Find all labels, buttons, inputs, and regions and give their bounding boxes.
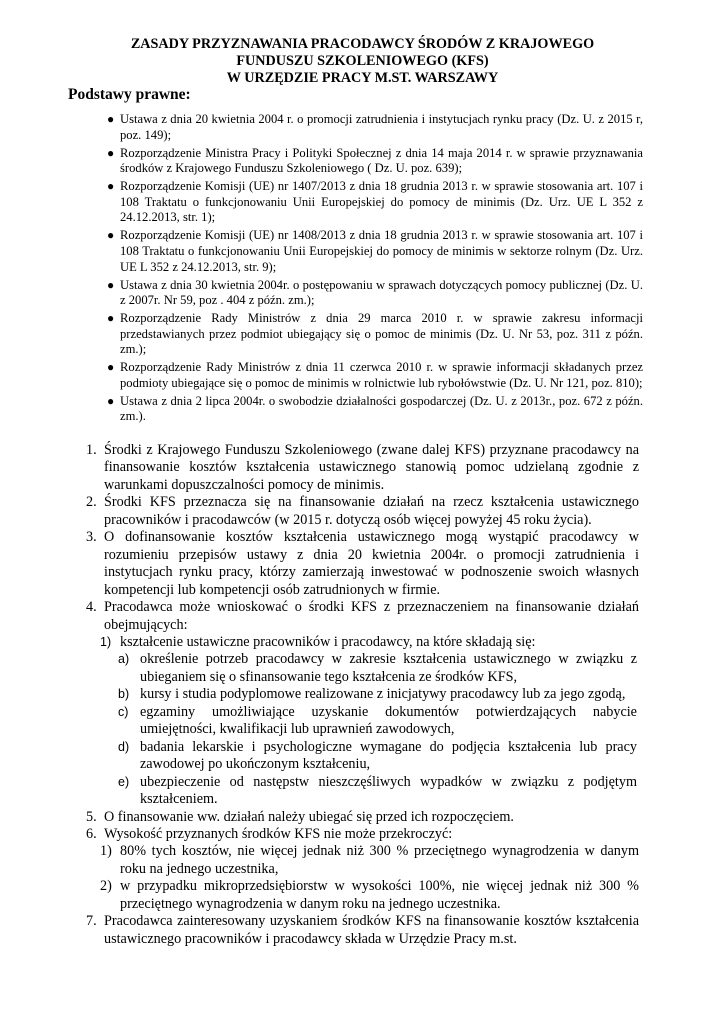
rule-item (86, 913, 639, 948)
title-line-2: FUNDUSZU SZKOLENIOWEGO (KFS) (236, 53, 489, 69)
legal-basis-text: Ustawa z dnia 30 kwietnia 2004r. o postępowaniu w sprawach dotyczących pomocy publicznej (Dz. U. z 2007r. Nr 59, poz . 404 z późn. zm.); (120, 277, 643, 308)
bullet-icon: ● (107, 228, 115, 243)
legal-basis-item (107, 179, 643, 226)
letter-item (118, 738, 637, 774)
sub-text: kształcenie ustawiczne pracowników i pracodawcy, na które składają się: (120, 633, 536, 650)
letter-text: określenie potrzeb pracodawcy w zakresie kształcenia ustawicznego w związku z ubieganiem się o sfinansowanie tego kształcenia ze środków KFS, (140, 651, 637, 685)
title-line-3: W URZĘDZIE PRACY M.ST. WARSZAWY (226, 70, 499, 86)
legal-basis-text: Rozporządzenie Komisji (UE) nr 1407/2013 z dnia 18 grudnia 2013 r. w sprawie stosowania art. 107 i 108 Traktatu o funkcjonowaniu Unii Europejskiej do pomocy de minimis (Dz. Urz. UE L 352 z 24.12.2013, str. 1); (120, 179, 643, 225)
letter-item (118, 773, 637, 809)
bullet-icon: ● (107, 112, 115, 126)
rule-number: 5. (86, 808, 97, 825)
letter-text: egzaminy umożliwiające uzyskanie dokumentów potwierdzających nabycie umiejętności, kwalifikacji lub uprawnień zawodowych, (140, 703, 637, 738)
letter-text: kursy i studia podyplomowe realizowane z inicjatywy pracodawcy lub za jego zgodą, (140, 686, 626, 703)
sub-list (100, 843, 639, 913)
letter-list (120, 651, 639, 808)
rule-number: 7. (86, 913, 97, 930)
rule-text: Środki z Krajowego Funduszu Szkoleniowego (zwane dalej KFS) przyznane pracodawcy na finansowanie kosztów kształcenia ustawicznego stanowią pomoc udzielaną zgodnie z warunkami dopuszczalności pomocy de minimis. (104, 442, 639, 493)
rule-item (86, 825, 639, 913)
letter-item (118, 651, 637, 686)
letter-text: badania lekarskie i psychologiczne wymagane do podjęcia kształcenia lub pracy zawodowej po ukończonym kształceniu, (140, 738, 637, 773)
legal-basis-text: Rozporządzenie Komisji (UE) nr 1408/2013 z dnia 18 grudnia 2013 r. w sprawie stosowania art. 107 i 108 Traktatu o funkcjonowaniu Unii Europejskiej do pomocy de minimis w sektorze rolnym (Dz. Urz. UE L 352 z 24.12.2013, str. 9); (120, 228, 643, 274)
rule-text: Wysokość przyznanych środków KFS nie może przekroczyć: (104, 825, 453, 842)
rule-number: 2. (86, 494, 97, 511)
sub-number: 1) (100, 634, 112, 649)
sub-text: w przypadku mikroprzedsiębiorstw w wysokości 100%, nie więcej jednak niż 300 % przeciętnego wynagrodzenia w danym roku na jednego uczestnika. (120, 878, 639, 912)
legal-basis-item (107, 311, 643, 358)
sub-text: 80% tych kosztów, nie więcej jednak niż 300 % przeciętnego wynagrodzenia w danym roku na jednego uczestnika, (120, 843, 639, 877)
sub-item (100, 633, 639, 809)
sub-number: 1) (100, 843, 112, 860)
sub-item (100, 843, 639, 878)
bullet-icon: ● (107, 311, 115, 326)
rule-number: 4. (86, 599, 97, 616)
letter-label: a) (118, 652, 130, 667)
letter-item (118, 703, 637, 739)
legal-basis-item (107, 360, 643, 391)
sub-list (100, 633, 639, 809)
rule-item (86, 599, 639, 808)
sub-number: 2) (100, 878, 112, 895)
legal-basis-item (107, 277, 643, 309)
rule-item (86, 494, 639, 529)
letter-label: e) (118, 774, 130, 789)
rule-text: Środki KFS przeznacza się na finansowanie działań na rzecz kształcenia ustawicznego pracowników i pracodawców (w 2015 r. dotyczą osób więcej powyżej 45 roku życia). (104, 494, 639, 528)
legal-basis-item (107, 112, 643, 143)
bullet-icon: ● (107, 145, 115, 160)
letter-label: b) (118, 687, 130, 702)
legal-basis-heading: Podstawy prawne: (68, 86, 191, 103)
legal-basis-item (107, 228, 643, 275)
rule-item (86, 442, 639, 494)
rules-list (0, 442, 725, 948)
rule-text: Pracodawca może wnioskować o środki KFS z przeznaczeniem na finansowanie działań obejmujących: (104, 599, 639, 633)
rule-text: Pracodawca zainteresowany uzyskaniem środków KFS na finansowanie kosztów kształcenia ustawicznego pracowników i pracodawcy składa w Urzędzie Pracy m.st. (104, 913, 639, 947)
bullet-icon: ● (107, 277, 115, 292)
bullet-icon: ● (107, 179, 115, 194)
bullet-icon: ● (107, 360, 115, 375)
rule-number: 6. (86, 825, 97, 842)
rule-item (86, 529, 639, 599)
legal-basis-item (107, 145, 643, 177)
rule-item (86, 808, 639, 826)
legal-basis-text: Rozporządzenie Rady Ministrów z dnia 11 czerwca 2010 r. w sprawie informacji składanych przez podmioty ubiegające się o pomoc de minimis w rolnictwie lub rybołówstwie (Dz. U. Nr 121, poz. 810); (120, 360, 643, 390)
rule-text: O finansowanie ww. działań należy ubiegać się przed ich rozpoczęciem. (104, 808, 514, 825)
letter-label: c) (118, 704, 129, 719)
rule-text: O dofinansowanie kosztów kształcenia ustawicznego mogą wystąpić pracodawcy w rozumieniu przepisów ustawy z dnia 20 kwietnia 2004r. o promocji zatrudnienia i instytucjach rynku pracy, którzy zamierzają inwestować w podnoszenie swoich własnych kompetencji lub kompetencji osób zatrudnionych w firmie. (104, 529, 639, 598)
legal-basis-item (107, 393, 643, 425)
sub-item (100, 878, 639, 913)
rule-number: 3. (86, 529, 97, 546)
letter-text: ubezpieczenie od następstw nieszczęśliwych wypadków w związku z podjętym kształceniem. (140, 773, 637, 808)
title-line-1: ZASADY PRZYZNAWANIA PRACODAWCY ŚRODÓW Z KRAJOWEGO (130, 36, 595, 52)
legal-basis-text: Ustawa z dnia 20 kwietnia 2004 r. o promocji zatrudnienia i instytucjach rynku pracy (Dz. U. z 2015 r, poz. 149); (120, 112, 643, 142)
legal-basis-text: Rozporządzenie Rady Ministrów z dnia 29 marca 2010 r. w sprawie zakresu informacji przedstawianych przez podmiot ubiegający się o pomoc de minimis (Dz. U. Nr 53, poz. 311 z późn. zm.); (120, 311, 643, 357)
legal-basis-text: Ustawa z dnia 2 lipca 2004r. o swobodzie działalności gospodarczej (Dz. U. z 2013r., poz. 672 z późn. zm.). (120, 393, 643, 424)
legal-basis-text: Rozporządzenie Ministra Pracy i Polityki Społecznej z dnia 14 maja 2014 r. w sprawie przyznawania środków z Krajowego Funduszu Szkoleniowego ( Dz. U. poz. 639); (120, 145, 643, 176)
letter-item (118, 686, 637, 703)
document-title (60, 36, 665, 87)
letter-label: d) (118, 739, 130, 754)
bullet-icon: ● (107, 393, 115, 408)
rule-number: 1. (86, 442, 97, 458)
legal-basis-list (0, 112, 725, 427)
